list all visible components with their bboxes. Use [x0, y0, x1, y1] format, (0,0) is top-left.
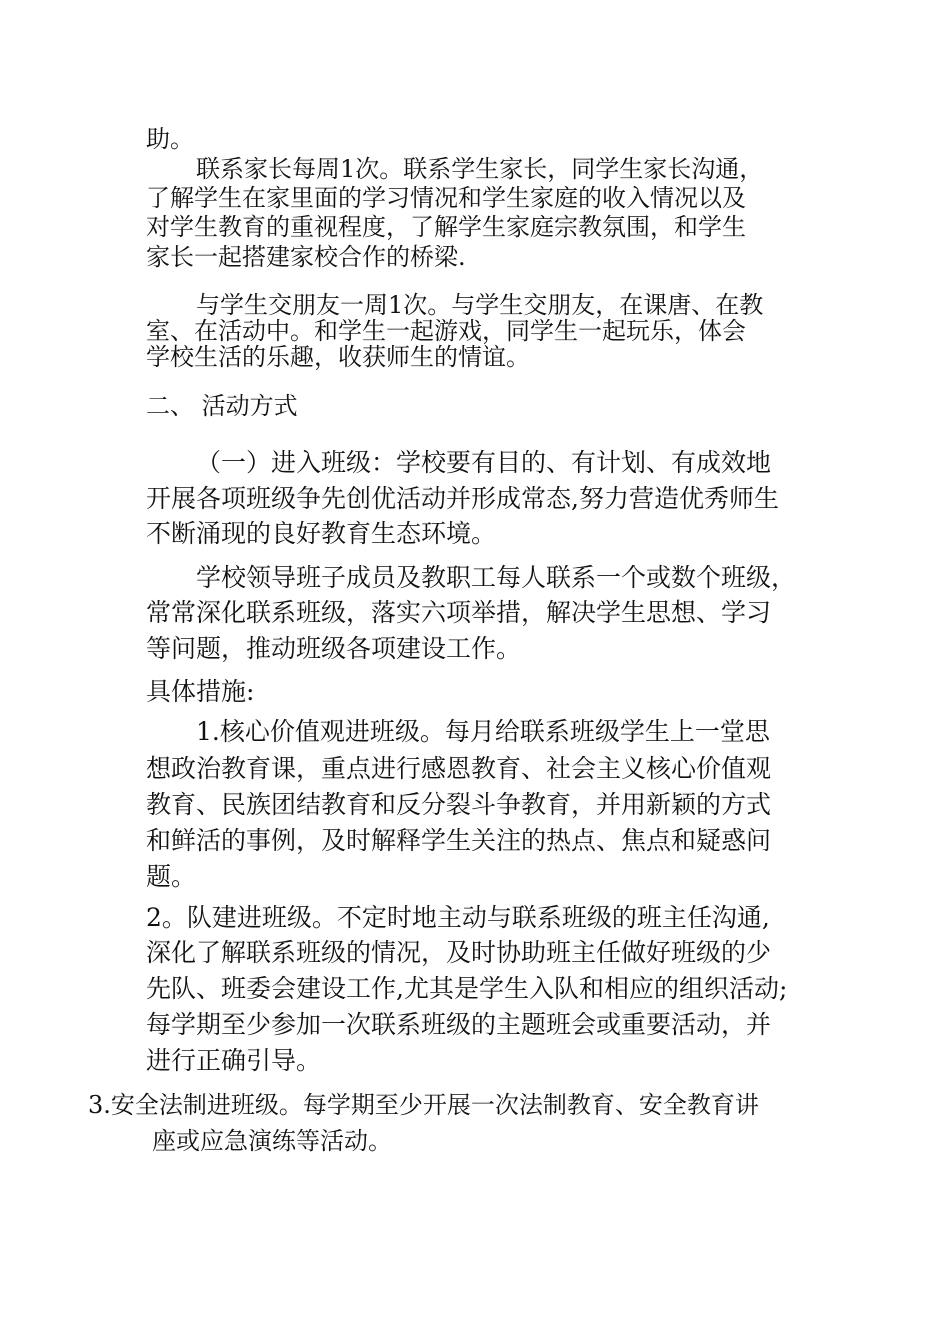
text-line: 先队、班委会建设工作,尤其是学生入队和相应的组织活动;: [146, 974, 788, 1003]
text-line: 家长一起搭建家校合作的桥梁.: [146, 243, 466, 271]
text-line: 每学期至少参加一次联系班级的主题班会或重要活动，并: [146, 1010, 772, 1039]
text-line: 开展各项班级争先创优活动并形成常态,努力营造优秀师生: [146, 484, 779, 513]
text-line: 1.核心价值观进班级。每月给联系班级学生上一堂思: [196, 717, 770, 746]
text-line: 学校领导班子成员及教职工每人联系一个或数个班级，: [196, 563, 797, 592]
text-line: 助。: [146, 125, 194, 153]
text-line: 想政治教育课，重点进行感恩教育、社会主义核心价值观: [146, 754, 772, 783]
text-line: 2。队建进班级。不定时地主动与联系班级的班主任沟通,: [146, 903, 770, 932]
text-line: 和鲜活的事例，及时解释学生关注的热点、焦点和疑惑问: [146, 826, 772, 855]
text-line: 3.安全法制进班级。每学期至少开展一次法制教育、安全教育讲: [88, 1091, 759, 1119]
text-line: 学校生活的乐趣，收获师生的情谊。: [146, 343, 530, 371]
text-line: 联系家长每周1次。联系学生家长，同学生家长沟通，: [196, 155, 764, 183]
text-line: 进行正确引导。: [146, 1046, 322, 1075]
section-heading: 二、 活动方式: [146, 392, 298, 420]
text-line: 室、在活动中。和学生一起游戏，同学生一起玩乐，体会: [146, 317, 746, 345]
text-line: 题。: [146, 862, 197, 891]
text-line: 具体措施:: [146, 677, 255, 706]
text-line: 对学生教育的重视程度，了解学生家庭宗教氛围，和学生: [146, 213, 746, 241]
text-line: 教育、民族团结教育和反分裂斗争教育，并用新颖的方式: [146, 790, 772, 819]
text-line: 不断涌现的良好教育生态环境。: [146, 519, 497, 548]
text-line: 等问题，推动班级各项建设工作。: [146, 634, 522, 663]
text-line: 与学生交朋友一周1次。与学生交朋友，在课唐、在教: [196, 291, 764, 319]
text-line: 常常深化联系班级，落实六项举措，解决学生思想、学习: [146, 598, 772, 627]
text-line: 座或应急演练等活动。: [152, 1127, 392, 1155]
text-line: （一）进入班级：学校要有目的、有计划、有成效地: [196, 448, 772, 477]
text-line: 深化了解联系班级的情况，及时协助班主任做好班级的少: [146, 938, 772, 967]
text-line: 了解学生在家里面的学习情况和学生家庭的收入情况以及: [146, 184, 746, 212]
